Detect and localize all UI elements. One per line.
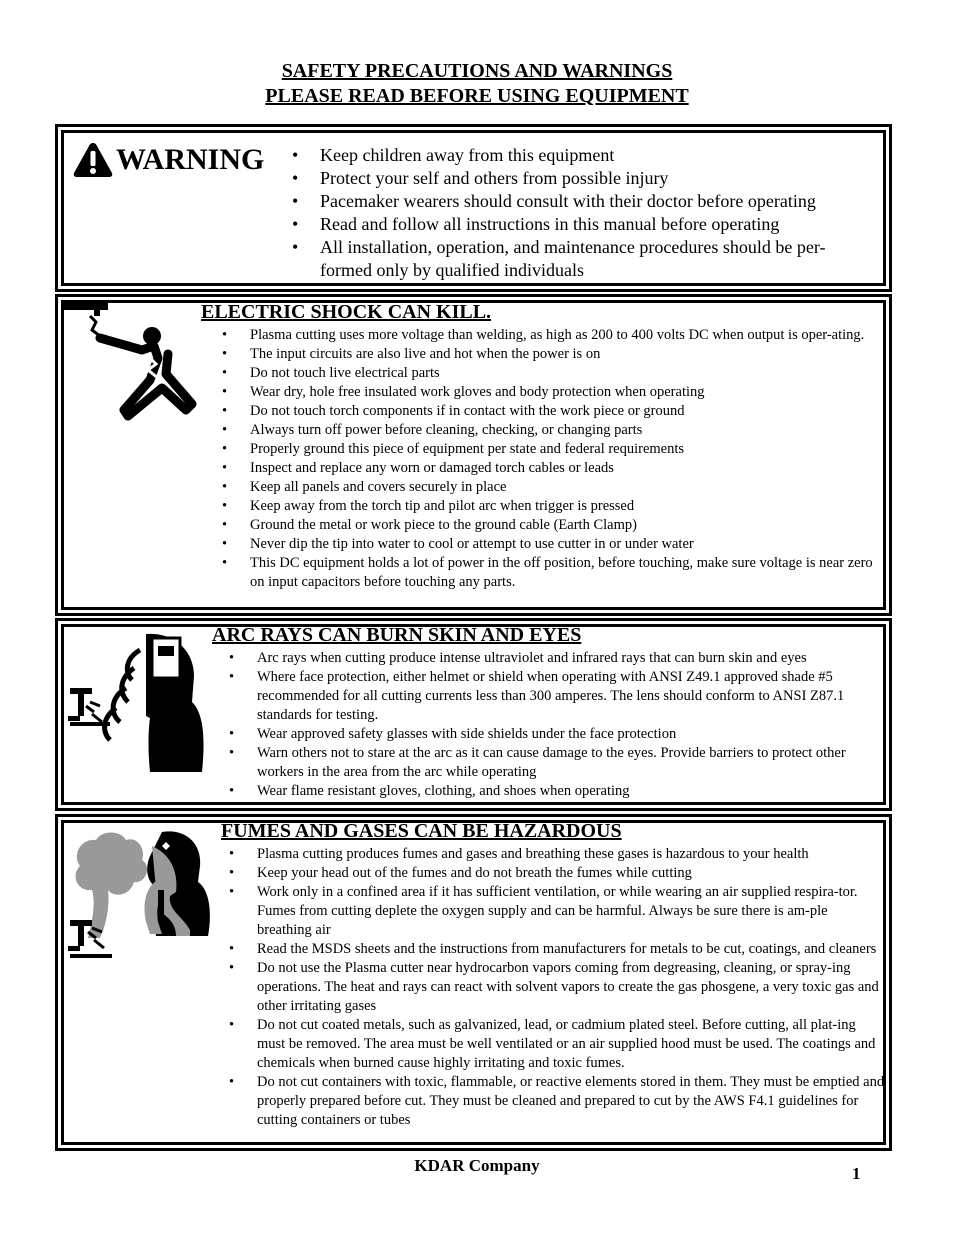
warning-triangle-icon [72,141,114,179]
list-item: • Do not cut containers with toxic, flammable, or reactive elements stored in them. They must be emptied and properly prepared before cut. They must be cleaned and prepared to cut by the AWS F4.1 guidelines for cutting containers or tubes [257,1073,885,1130]
company-name: KDAR Company [414,1156,540,1175]
list-item: • Properly ground this piece of equipment per state and federal requirements [250,440,880,459]
fumes-list [257,845,885,1130]
fumes-title: FUMES AND GASES CAN BE HAZARDOUS [221,820,622,842]
list-item: • Wear approved safety glasses with side shields under the face protection [257,725,882,744]
list-item: • All installation, operation, and maintenance procedures should be per-formed only by qualified individuals [320,236,860,282]
list-item: • Inspect and replace any worn or damaged torch cables or leads [250,459,880,478]
arc-rays-title: ARC RAYS CAN BURN SKIN AND EYES [212,624,582,646]
list-item: • Keep all panels and covers securely in place [250,478,880,497]
list-item: • Pacemaker wearers should consult with their doctor before operating [320,190,860,213]
list-item: • Warn others not to stare at the arc as it can cause damage to the eyes. Provide barriers to protect other workers in the area from the arc while operating [257,744,882,782]
list-item: • Keep your head out of the fumes and do not breath the fumes while cutting [257,864,885,883]
list-item: • Protect your self and others from possible injury [320,167,860,190]
page-title: SAFETY PRECAUTIONS AND WARNINGS [281,60,673,82]
list-item: • Read and follow all instructions in this manual before operating [320,213,860,236]
list-item: • Keep children away from this equipment [320,144,860,167]
page-subtitle: PLEASE READ BEFORE USING EQUIPMENT [265,85,689,107]
list-item: • Where face protection, either helmet or shield when operating with ANSI Z49.1 approved shade #5 recommended for all cutting currents less than 300 amperes. The lens should conform to ANSI Z87.1 standards for testing. [257,668,882,725]
list-item: • Keep away from the torch tip and pilot arc when trigger is pressed [250,497,880,516]
list-item: • Ground the metal or work piece to the ground cable (Earth Clamp) [250,516,880,535]
list-item: • The input circuits are also live and hot when the power is on [250,345,880,364]
arc-rays-list [257,649,882,801]
list-item: • Do not cut coated metals, such as galvanized, lead, or cadmium plated steel. Before cutting, all plat-ing must be removed. The area must be well ventilated or an air supplied hood must be used. The coatings and chemicals when burned cause highly irritating and toxic fumes. [257,1016,885,1073]
list-item: • Arc rays when cutting produce intense ultraviolet and infrared rays that can burn skin and eyes [257,649,882,668]
list-item: • Read the MSDS sheets and the instructions from manufacturers for metals to be cut, coatings, and cleaners [257,940,885,959]
arc-rays-icon [66,632,206,782]
warning-label-text: WARNING [116,143,265,176]
list-item: • Always turn off power before cleaning, checking, or changing parts [250,421,880,440]
list-item: • Plasma cutting uses more voltage than welding, as high as 200 to 400 volts DC when output is oper-ating. [250,326,880,345]
list-item: • Wear dry, hole free insulated work gloves and body protection when operating [250,383,880,402]
list-item: • This DC equipment holds a lot of power in the off position, before touching, make sure voltage is near zero on input capacitors before touching any parts. [250,554,880,592]
list-item: • Plasma cutting produces fumes and gases and breathing these gases is hazardous to your health [257,845,885,864]
list-item: • Do not use the Plasma cutter near hydrocarbon vapors coming from degreasing, cleaning, or spray-ing operations. The heat and rays can react with solvent vapors to create the gas phosgene, a very toxic gas and other irritating gases [257,959,885,1016]
list-item: • Never dip the tip into water to cool or attempt to use cutter in or under water [250,535,880,554]
list-item: • Wear flame resistant gloves, clothing, and shoes when operating [257,782,882,801]
electric-shock-icon [62,298,202,448]
electric-shock-list [250,326,880,592]
list-item: • Do not touch torch components if in contact with the work piece or ground [250,402,880,421]
warning-list [320,144,860,282]
list-item: • Do not touch live electrical parts [250,364,880,383]
fumes-icon [66,826,216,966]
electric-shock-title: ELECTRIC SHOCK CAN KILL. [201,301,492,323]
warning-label [72,140,264,180]
list-item: • Work only in a confined area if it has sufficient ventilation, or while wearing an air supplied respira-tor. Fumes from cutting deplete the oxygen supply and can be harmful. Always be sure there is am-ple breathing air [257,883,885,940]
page-number: 1 [852,1164,861,1183]
